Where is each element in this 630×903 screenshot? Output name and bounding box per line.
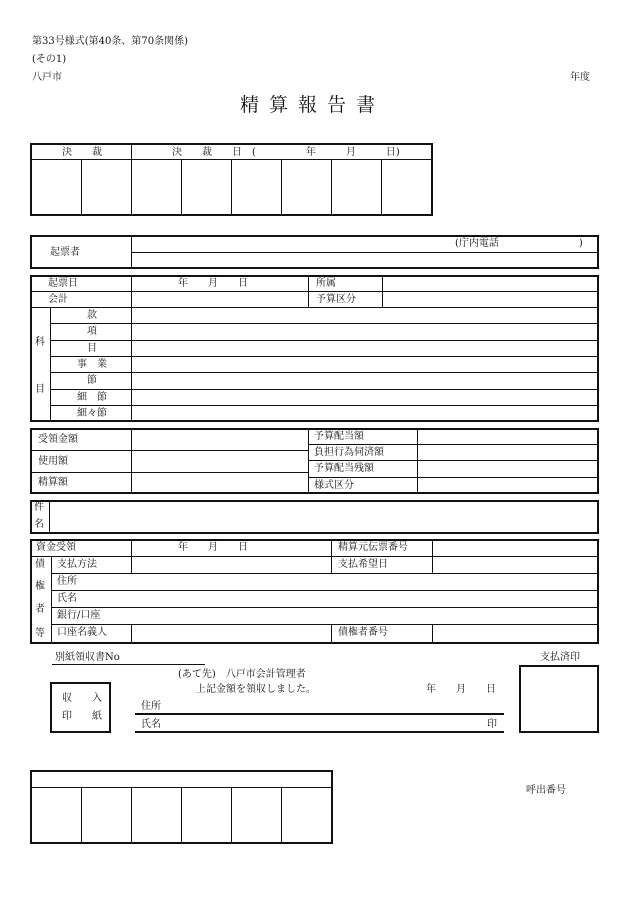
paid-stamp-box <box>519 665 599 733</box>
separate-receipt-label: 別紙領収書No <box>55 652 120 663</box>
funds-table <box>30 539 599 644</box>
page-title: 精算報告書 <box>240 94 386 116</box>
item-kou: 項 <box>87 326 97 337</box>
settled-amount-label: 精算額 <box>38 477 68 488</box>
payment-method-label: 支払方法 <box>57 559 97 570</box>
paid-stamp-label: 支払済印 <box>540 652 580 663</box>
funds-date: 年 月 日 <box>178 542 248 553</box>
form-class-label: 様式区分 <box>314 480 354 491</box>
item-setsu: 節 <box>87 375 97 386</box>
revenue-stamp-text-1: 収 入 <box>62 693 102 704</box>
seal-mark: 印 <box>487 719 497 730</box>
creditor-char-3: 者 <box>35 604 45 615</box>
creditor-number-label: 債権者番号 <box>338 627 388 638</box>
fiscal-year: 年度 <box>570 72 590 83</box>
creditor-name-label: 氏名 <box>57 593 77 604</box>
desired-date-label: 支払希望日 <box>338 559 388 570</box>
received-amount-label: 受領金額 <box>38 434 78 445</box>
account-holder-label: 口座名義人 <box>57 627 107 638</box>
draft-date-label: 起票日 <box>48 278 78 289</box>
phone-label: (庁内電話 ) <box>455 238 583 249</box>
decision-date-label: 決 裁 日 ( 年 月 日) <box>172 147 400 158</box>
item-kan: 款 <box>87 310 97 321</box>
creditor-char-4: 等 <box>35 628 45 639</box>
committed-label: 負担行為伺済額 <box>314 447 384 458</box>
allocated-label: 予算配当額 <box>314 431 364 442</box>
subject-char-2: 名 <box>34 519 44 530</box>
form-part: (その1) <box>32 54 67 65</box>
draft-date-value: 年 月 日 <box>178 278 248 289</box>
item-saisetsu: 細 節 <box>77 392 107 403</box>
bank-label: 銀行/口座 <box>57 610 101 621</box>
creditor-char-1: 債 <box>35 559 45 570</box>
creditor-address-label: 住所 <box>57 576 77 587</box>
item-saisaisetsu: 細々節 <box>77 408 107 419</box>
call-number-label: 呼出番号 <box>526 785 566 796</box>
funds-received-label: 資金受領 <box>36 542 76 553</box>
subject-label-1: 科 <box>35 337 45 348</box>
subject-char-1: 件 <box>34 502 44 513</box>
decision-label: 決 裁 <box>62 147 102 158</box>
item-moku: 目 <box>87 343 97 354</box>
creditor-char-2: 権 <box>35 581 45 592</box>
receipt-statement: 上記金額を領収しました。 <box>196 684 316 695</box>
subject-box <box>30 500 599 534</box>
addressee-text: (あて先) 八戸市会計管理者 <box>178 669 306 680</box>
budget-class-label: 予算区分 <box>316 294 356 305</box>
city-name: 八戸市 <box>32 72 62 83</box>
item-jigyou: 事 業 <box>77 359 107 370</box>
revenue-stamp-box <box>50 682 111 733</box>
account-table <box>30 275 599 422</box>
slip-number-label: 精算元伝票番号 <box>338 542 408 553</box>
form-number: 第33号様式(第40条、第70条関係) <box>32 36 188 47</box>
receipt-name-label: 氏名 <box>141 719 161 730</box>
receipt-date: 年 月 日 <box>426 684 496 695</box>
dept-label: 所属 <box>316 278 336 289</box>
remaining-label: 予算配当残額 <box>314 463 374 474</box>
subject-label-2: 目 <box>35 384 45 395</box>
drafter-label: 起票者 <box>50 247 80 258</box>
used-amount-label: 使用額 <box>38 456 68 467</box>
receipt-address-label: 住所 <box>141 701 161 712</box>
revenue-stamp-text-2: 印 紙 <box>62 711 102 722</box>
accounting-label: 会計 <box>48 294 68 305</box>
